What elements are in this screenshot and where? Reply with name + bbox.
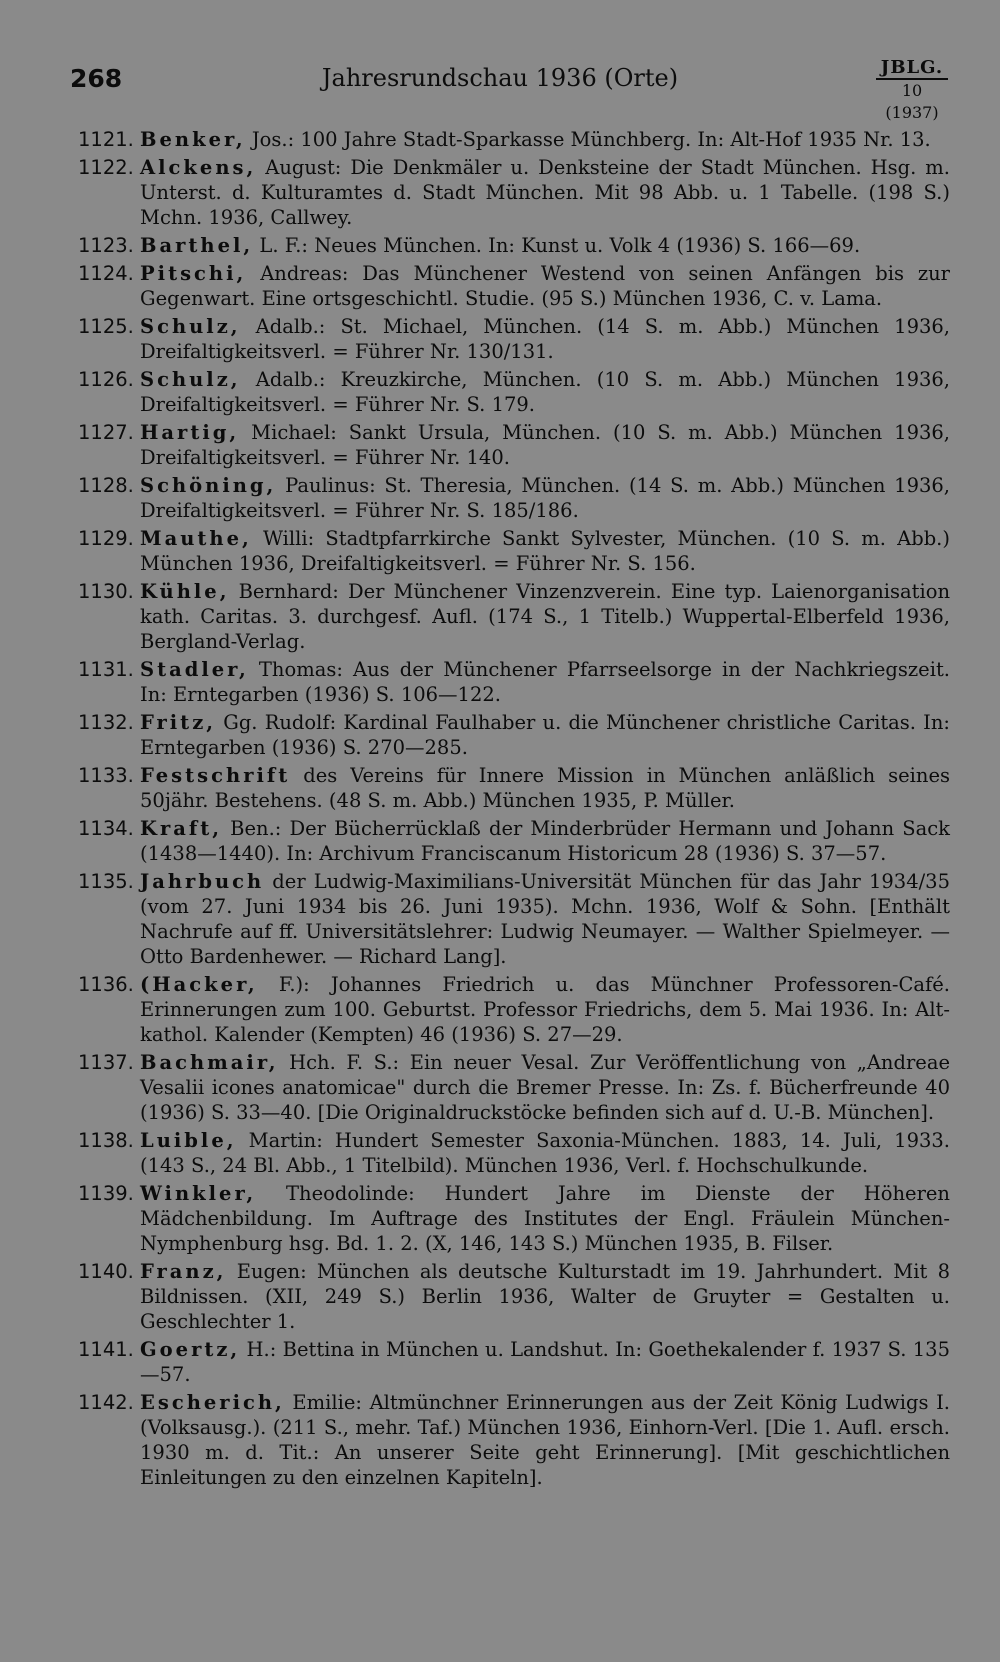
bibliography-entry — [78, 1259, 950, 1334]
entry-text — [140, 155, 950, 230]
bibliography-entry — [78, 420, 950, 470]
entry-author: Franz, — [140, 1260, 227, 1283]
entry-author: Stadler, — [140, 658, 249, 681]
entry-text — [140, 314, 950, 364]
entry-author: Festschrift — [140, 764, 291, 787]
entry-text — [140, 972, 950, 1047]
entry-text — [140, 420, 950, 470]
entry-details: Eugen: München als deutsche Kulturstadt im 19. Jahrhundert. Mit 8 Bildnissen. (XII, 249 S.) Berlin 1936, Walter de Gruyter = Gestalten u. Geschlechter 1. — [140, 1260, 950, 1333]
page-header — [0, 57, 1000, 122]
entry-details: Hch. F. S.: Ein neuer Vesal. Zur Veröffentlichung von „Andreae Vesalii icones anatomicae" durch die Bremer Presse. In: Zs. f. Bücherfreunde 40 (1936) S. 33—40. [Die Originaldruckstöcke befinden sich auf d. U.-B. München]. — [140, 1051, 950, 1124]
entry-details: Gg. Rudolf: Kardinal Faulhaber u. die Münchener christliche Caritas. In: Erntegarben (1936) S. 270—285. — [140, 711, 950, 759]
entry-author: Schöning, — [140, 474, 277, 497]
entry-number: 1126. — [78, 368, 134, 391]
entry-number: 1135. — [78, 870, 134, 893]
bibliography-entry — [78, 1181, 950, 1256]
entry-number: 1133. — [78, 764, 134, 787]
entry-text — [140, 233, 950, 258]
entry-author: Jahrbuch — [140, 870, 265, 893]
entry-number: 1131. — [78, 658, 134, 681]
entry-text — [140, 261, 950, 311]
entry-details: Ben.: Der Bücherrücklaß der Minderbrüder Hermann und Johann Sack (1438—1440). In: Archivum Franciscanum Historicum 28 (1936) S. 37—57. — [140, 817, 950, 865]
entry-number: 1124. — [78, 262, 134, 285]
entry-author: Goertz, — [140, 1338, 241, 1361]
signature-year: 10 (1937) — [885, 81, 939, 122]
entry-number: 1136. — [78, 973, 134, 996]
entry-author: Escherich, — [140, 1391, 285, 1414]
entry-details: Emilie: Altmünchner Erinnerungen aus der Zeit König Ludwigs I. (Volksausg.). (211 S., mehr. Taf.) München 1936, Einhorn-Verl. [Die 1. Aufl. ersch. 1930 m. d. Tit.: An unserer Seite geht Erinnerung]. [Mit geschichtlichen Einleitungen zu den einzelnen Kapiteln]. — [140, 1391, 950, 1489]
entry-text — [140, 367, 950, 417]
entry-author: Barthel, — [140, 234, 254, 257]
entry-number: 1128. — [78, 474, 134, 497]
entry-number: 1138. — [78, 1129, 134, 1152]
entry-text — [140, 1128, 950, 1178]
entry-author: (Hacker, — [140, 973, 258, 996]
entry-text — [140, 869, 950, 969]
bibliography-entry — [78, 763, 950, 813]
bibliography-entry — [78, 710, 950, 760]
entry-details: L. F.: Neues München. In: Kunst u. Volk 4 (1936) S. 166—69. — [253, 234, 861, 257]
entry-details: F.): Johannes Friedrich u. das Münchner Professoren-Café. Erinnerungen zum 100. Geburtst. Professor Friedrichs, dem 5. Mai 1936. In: Alt-kathol. Kalender (Kempten) 46 (1936) S. 27—29. — [140, 973, 950, 1046]
entry-number: 1139. — [78, 1182, 134, 1205]
bibliography-entry — [78, 367, 950, 417]
entry-author: Alckens, — [140, 156, 257, 179]
entry-text — [140, 579, 950, 654]
entry-number: 1132. — [78, 711, 134, 734]
entry-text — [140, 1390, 950, 1490]
entry-author: Kühle, — [140, 580, 230, 603]
entry-details: Adalb.: Kreuzkirche, München. (10 S. m. Abb.) München 1936, Dreifaltigkeitsverl. = Führer Nr. S. 179. — [140, 368, 950, 416]
entry-text — [140, 657, 950, 707]
entry-details: Andreas: Das Münchener Westend von seinen Anfängen bis zur Gegenwart. Eine ortsgeschichtl. Studie. (95 S.) München 1936, C. v. Lama. — [140, 262, 950, 310]
entry-details: Paulinus: St. Theresia, München. (14 S. m. Abb.) München 1936, Dreifaltigkeitsverl. = Führer Nr. S. 185/186. — [140, 474, 950, 522]
entry-number: 1125. — [78, 315, 134, 338]
entry-author: Pitschi, — [140, 262, 247, 285]
entry-text — [140, 1337, 950, 1387]
entry-text — [140, 473, 950, 523]
bibliography-entry — [78, 1390, 950, 1490]
bibliography-entry — [78, 972, 950, 1047]
entry-text — [140, 127, 950, 152]
entry-text — [140, 1259, 950, 1334]
bibliography-entry — [78, 869, 950, 969]
entry-details: H.: Bettina in München u. Landshut. In: Goethekalender f. 1937 S. 135—57. — [140, 1338, 950, 1386]
entry-author: Winkler, — [140, 1182, 257, 1205]
entry-author: Hartig, — [140, 421, 240, 444]
page-number: 268 — [70, 64, 123, 93]
entry-details: Theodolinde: Hundert Jahre im Dienste der Höheren Mädchenbildung. Im Auftrage des Institutes der Engl. Fräulein München-Nymphenburg hsg. Bd. 1. 2. (X, 146, 143 S.) München 1935, B. Filser. — [140, 1182, 950, 1255]
bibliography-entry — [78, 579, 950, 654]
entry-text — [140, 763, 950, 813]
bibliography-entry — [78, 1050, 950, 1125]
entry-details: Thomas: Aus der Münchener Pfarrseelsorge in der Nachkriegszeit. In: Erntegarben (1936) S. 106—122. — [140, 658, 950, 706]
signature-code: JBLG. — [876, 58, 948, 80]
entry-number: 1129. — [78, 527, 134, 550]
journal-signature — [876, 58, 948, 124]
entry-details: Bernhard: Der Münchener Vinzenzverein. Eine typ. Laienorganisation kath. Caritas. 3. durchgesf. Aufl. (174 S., 1 Titelb.) Wuppertal-Elberfeld 1936, Bergland-Verlag. — [140, 580, 950, 653]
entry-number: 1127. — [78, 421, 134, 444]
entry-text — [140, 710, 950, 760]
entry-number: 1134. — [78, 817, 134, 840]
entry-text — [140, 816, 950, 866]
bibliography-entry — [78, 314, 950, 364]
entry-number: 1123. — [78, 234, 134, 257]
bibliography-entry — [78, 127, 950, 152]
entry-author: Kraft, — [140, 817, 223, 840]
entry-author: Mauthe, — [140, 527, 252, 550]
entry-details: Willi: Stadtpfarrkirche Sankt Sylvester, München. (10 S. m. Abb.) München 1936, Dreifaltigkeitsverl. = Führer Nr. S. 156. — [140, 527, 950, 575]
bibliography-entry — [78, 261, 950, 311]
entry-details: der Ludwig-Maximilians-Universität München für das Jahr 1934/35 (vom 27. Juni 1934 bis 26. Juni 1935). Mchn. 1936, Wolf & Sohn. [Enthält Nachrufe auf ff. Universitätslehrer: Ludwig Neumayer. — Walther Spielmeyer. — Otto Bardenhewer. — Richard Lang]. — [140, 870, 950, 968]
entry-details: August: Die Denkmäler u. Denksteine der Stadt München. Hsg. m. Unterst. d. Kulturamtes d. Stadt München. Mit 98 Abb. u. 1 Tabelle. (198 S.) Mchn. 1936, Callwey. — [140, 156, 950, 229]
entry-author: Benker, — [140, 128, 246, 151]
bibliography-entry — [78, 1128, 950, 1178]
entry-number: 1137. — [78, 1051, 134, 1074]
bibliography-entry — [78, 657, 950, 707]
entry-author: Schulz, — [140, 315, 241, 338]
entry-text — [140, 526, 950, 576]
running-title: Jahresrundschau 1936 (Orte) — [321, 64, 679, 92]
entry-number: 1140. — [78, 1260, 134, 1283]
bibliography-entry — [78, 1337, 950, 1387]
entry-text — [140, 1181, 950, 1256]
entry-details: Jos.: 100 Jahre Stadt-Sparkasse Münchberg. In: Alt-Hof 1935 Nr. 13. — [245, 128, 931, 151]
bibliography-entry — [78, 233, 950, 258]
bibliography-entry — [78, 526, 950, 576]
entry-number: 1130. — [78, 580, 134, 603]
entry-author: Bachmair, — [140, 1051, 279, 1074]
entry-author: Schulz, — [140, 368, 241, 391]
entry-number: 1141. — [78, 1338, 134, 1361]
bibliography-list — [78, 127, 950, 1493]
entry-details: Adalb.: St. Michael, München. (14 S. m. Abb.) München 1936, Dreifaltigkeitsverl. = Führer Nr. 130/131. — [140, 315, 950, 363]
entry-details: Martin: Hundert Semester Saxonia-München. 1883, 14. Juli, 1933. (143 S., 24 Bl. Abb., 1 Titelbild). München 1936, Verl. f. Hochschulkunde. — [140, 1129, 950, 1177]
entry-number: 1122. — [78, 156, 134, 179]
entry-number: 1142. — [78, 1391, 134, 1414]
entry-author: Fritz, — [140, 711, 217, 734]
bibliography-entry — [78, 473, 950, 523]
entry-details: des Vereins für Innere Mission in München anläßlich seines 50jähr. Bestehens. (48 S. m. Abb.) München 1935, P. Müller. — [140, 764, 950, 812]
entry-author: Luible, — [140, 1129, 237, 1152]
bibliography-entry — [78, 816, 950, 866]
entry-text — [140, 1050, 950, 1125]
entry-details: Michael: Sankt Ursula, München. (10 S. m. Abb.) München 1936, Dreifaltigkeitsverl. = Führer Nr. 140. — [140, 421, 950, 469]
entry-number: 1121. — [78, 128, 134, 151]
bibliography-entry — [78, 155, 950, 230]
